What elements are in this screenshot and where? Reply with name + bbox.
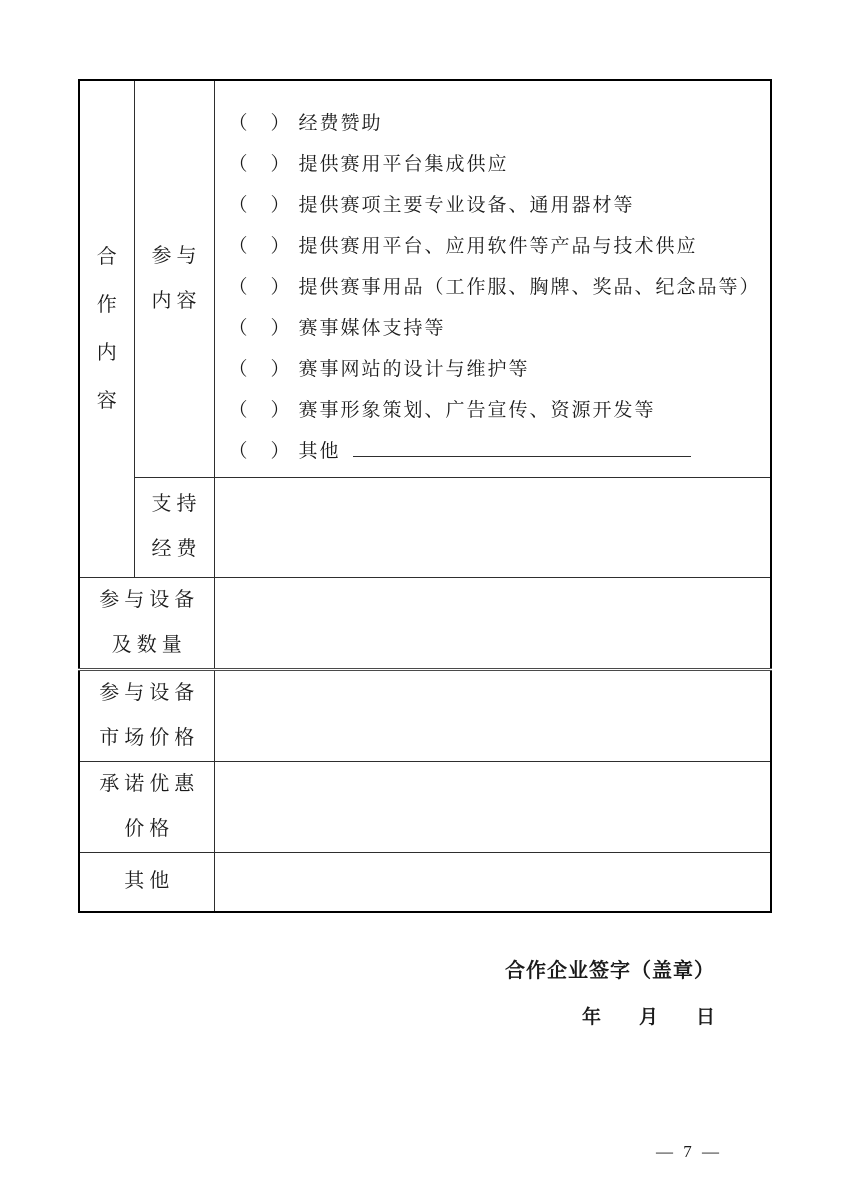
checkbox-item-label: 其他 — [298, 440, 341, 462]
equipment-market-price-label-line2: 市场价格 — [99, 726, 200, 749]
checkbox-parens: （ ） — [228, 399, 292, 421]
date-line: 年 月 日 — [581, 1007, 715, 1028]
equipment-quantity-row — [79, 577, 771, 669]
other-value-cell — [214, 852, 771, 912]
other-label: 其他 — [124, 870, 175, 893]
checkbox-item — [229, 390, 771, 431]
promised-discount-price-header-cell — [79, 761, 214, 852]
support-funds-row — [79, 477, 771, 577]
promised-discount-price-label-line1: 承诺优惠 — [99, 772, 200, 795]
other-fill-in-line — [353, 453, 691, 457]
other-row — [79, 852, 771, 912]
checkbox-parens: （ ） — [228, 358, 292, 380]
support-funds-header-cell — [134, 477, 214, 577]
support-funds-value-cell — [214, 477, 771, 577]
cooperation-content-header-cell — [79, 80, 134, 577]
checkbox-item — [229, 349, 771, 390]
equipment-quantity-label-line2: 及数量 — [111, 633, 187, 656]
promised-discount-price-label-line2: 价格 — [124, 817, 175, 840]
promised-discount-price-value-cell — [214, 761, 771, 852]
equipment-market-price-row — [79, 669, 771, 761]
checkbox-item — [229, 103, 771, 144]
equipment-market-price-label-line1: 参与设备 — [99, 681, 200, 704]
checkbox-item-label: 提供赛用平台、应用软件等产品与技术供应 — [298, 235, 698, 257]
equipment-quantity-header-cell — [79, 577, 214, 669]
checkbox-item-label: 经费赞助 — [298, 112, 383, 134]
participation-row — [79, 80, 771, 477]
participation-content-label-line2: 内容 — [151, 289, 202, 312]
checkbox-parens: （ ） — [228, 235, 292, 257]
checkbox-item — [229, 267, 771, 308]
page-number: — 7 — — [656, 1142, 722, 1161]
equipment-quantity-value-cell — [214, 577, 771, 669]
checkbox-parens: （ ） — [228, 153, 292, 175]
checkbox-parens: （ ） — [228, 112, 292, 134]
checkbox-parens: （ ） — [228, 317, 292, 339]
checkbox-item-label: 提供赛用平台集成供应 — [298, 153, 509, 175]
checkbox-parens: （ ） — [228, 194, 292, 216]
checkbox-parens: （ ） — [228, 440, 292, 462]
company-signature-line: 合作企业签字（盖章） — [505, 960, 715, 982]
support-funds-label-line2: 经费 — [151, 538, 202, 560]
checkbox-item-label: 提供赛事用品（工作服、胸牌、奖品、纪念品等） — [298, 276, 761, 298]
support-funds-label-line1: 支持 — [151, 493, 202, 515]
cooperation-content-label: 合作内容 — [96, 245, 117, 412]
promised-discount-price-row — [79, 761, 771, 852]
checkbox-item — [229, 226, 771, 267]
checkbox-item — [229, 144, 771, 185]
participation-content-label-line1: 参与 — [151, 244, 202, 267]
equipment-market-price-value-cell — [214, 669, 771, 761]
checkbox-item-label: 提供赛项主要专业设备、通用器材等 — [298, 194, 635, 216]
checkbox-item — [229, 308, 771, 349]
checkbox-item-other — [229, 431, 771, 472]
equipment-quantity-label-line1: 参与设备 — [99, 588, 200, 611]
participation-items-cell — [214, 80, 771, 477]
participation-content-header-cell — [134, 80, 214, 477]
checkbox-parens: （ ） — [228, 276, 292, 298]
equipment-market-price-header-cell — [79, 669, 214, 761]
cooperation-form-table — [78, 79, 772, 913]
signature-block — [505, 956, 715, 1032]
checkbox-item-list — [215, 86, 771, 472]
other-header-cell — [79, 852, 214, 912]
checkbox-item-label: 赛事形象策划、广告宣传、资源开发等 — [298, 399, 656, 421]
checkbox-item — [229, 185, 771, 226]
checkbox-item-label: 赛事网站的设计与维护等 — [298, 358, 530, 380]
checkbox-item-label: 赛事媒体支持等 — [298, 317, 446, 339]
